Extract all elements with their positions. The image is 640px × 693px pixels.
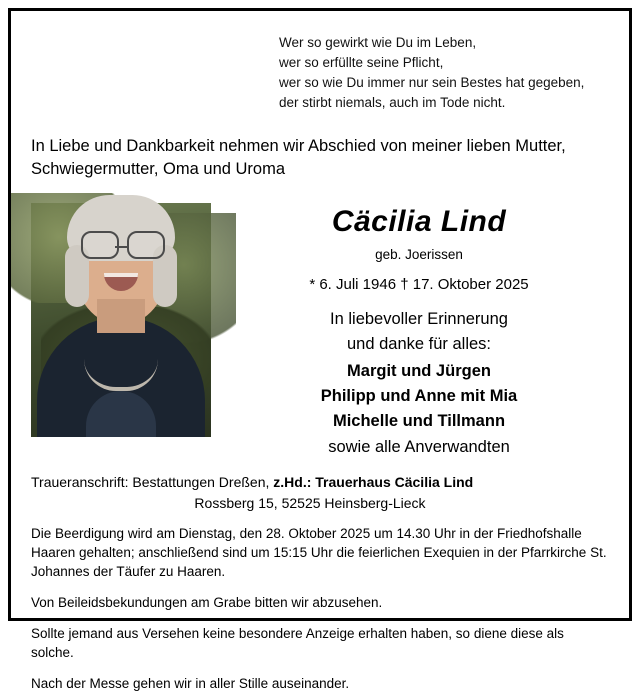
photo-container bbox=[31, 203, 211, 437]
condolences-paragraph: Von Beileidsbekundungen am Grabe bitten wir abzusehen. bbox=[31, 595, 383, 610]
notice-paragraph: Sollte jemand aus Versehen keine besondere Anzeige erhalten haben, so diene diese als solche. bbox=[31, 626, 564, 660]
family-member: Michelle und Tillmann bbox=[332, 412, 506, 430]
life-dates: * 6. Juli 1946 † 17. Oktober 2025 bbox=[309, 276, 529, 293]
glasses-bridge bbox=[115, 246, 127, 249]
verse-line: wer so erfüllte seine Pflicht, bbox=[279, 55, 444, 70]
person-neck bbox=[97, 299, 145, 333]
deceased-name: Cäcilia Lind bbox=[331, 205, 507, 238]
memory-line: und danke für alles: bbox=[346, 335, 491, 353]
memory-line: In liebevoller Erinnerung bbox=[330, 310, 508, 328]
intro-text: In Liebe und Dankbarkeit nehmen wir Abschied von meiner lieben Mutter, Schwiegermutter, Oma und Uroma bbox=[31, 137, 566, 178]
main-section bbox=[31, 197, 609, 460]
details-column bbox=[211, 197, 609, 460]
portrait-photo bbox=[31, 203, 211, 437]
obituary-border bbox=[8, 8, 632, 691]
verse-line: der stirbt niemals, auch im Tode nicht. bbox=[279, 95, 506, 110]
family-member: Philipp und Anne mit Mia bbox=[320, 387, 518, 405]
closing-paragraph: Nach der Messe gehen wir in aller Stille auseinander. bbox=[31, 676, 350, 691]
address-street: Rossberg 15, 52525 Heinsberg-Lieck bbox=[194, 495, 426, 511]
verse-block bbox=[279, 33, 609, 113]
funeral-details-paragraph: Die Beerdigung wird am Dienstag, den 28. Oktober 2025 um 14.30 Uhr in der Friedhofshalle Haaren gehalten; anschließend sind um 15:15 Uhr die feierlichen Exequien in der Pfarrkirche St. Johannes der Täufer zu Haaren. bbox=[31, 526, 607, 579]
glasses-icon bbox=[81, 231, 119, 259]
family-member: Margit und Jürgen bbox=[347, 362, 491, 380]
address-line-one bbox=[31, 472, 609, 493]
verse-line: wer so wie Du immer nur sein Bestes hat gegeben, bbox=[279, 75, 585, 90]
maiden-name: geb. Joerissen bbox=[375, 247, 463, 262]
address-label: Traueranschrift: Bestattungen Dreßen, bbox=[31, 474, 274, 490]
family-list bbox=[229, 359, 609, 434]
mourning-address bbox=[31, 472, 609, 514]
memory-text bbox=[229, 307, 609, 357]
obituary-content bbox=[31, 25, 609, 691]
address-recipient: z.Hd.: Trauerhaus Cäcilia Lind bbox=[273, 474, 474, 490]
relatives-text: sowie alle Anverwandten bbox=[328, 438, 510, 456]
verse-line: Wer so gewirkt wie Du im Leben, bbox=[279, 35, 477, 50]
glasses-icon bbox=[127, 231, 165, 259]
